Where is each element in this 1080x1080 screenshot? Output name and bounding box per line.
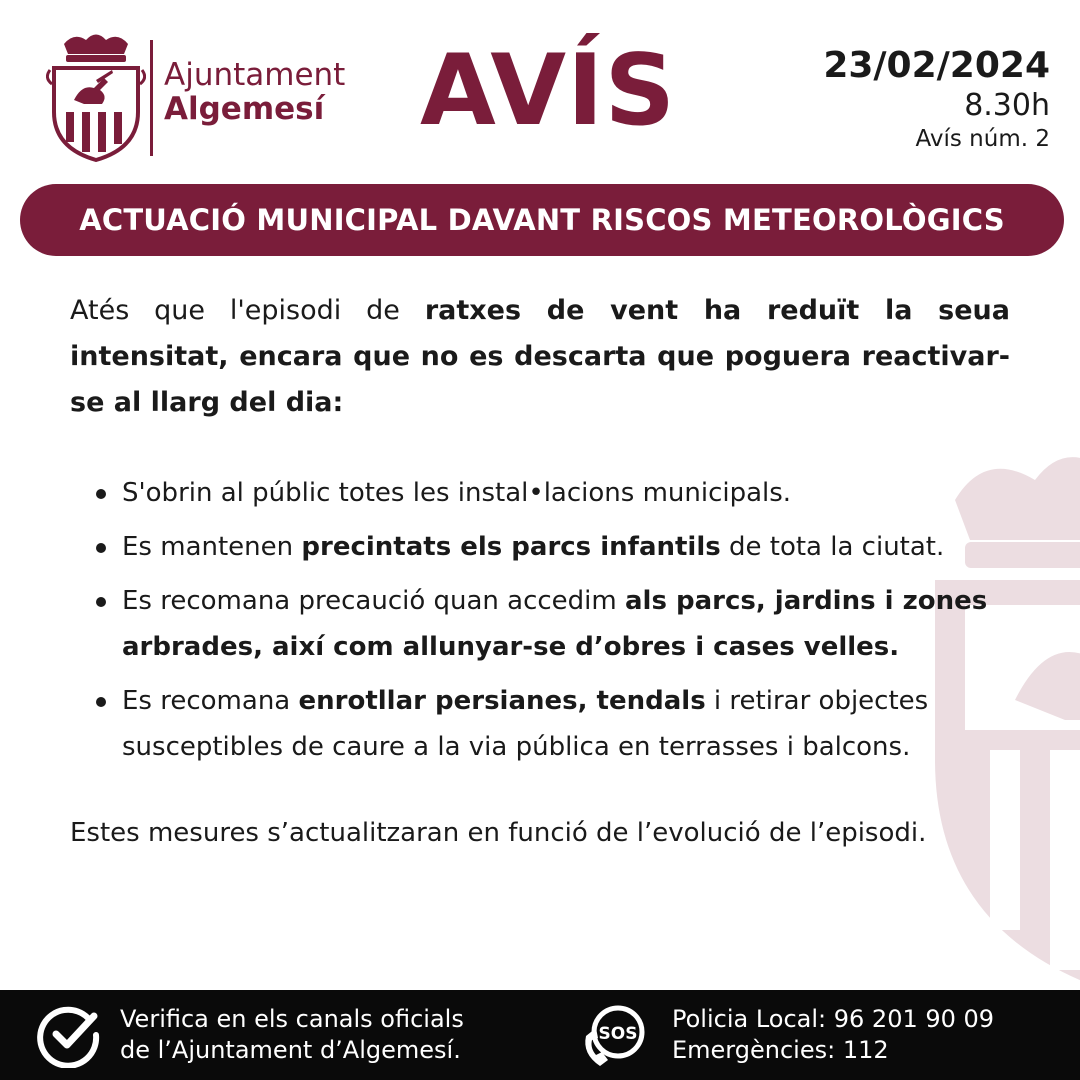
list-item-text: S'obrin al públic totes les instal•lacions municipals. [122, 478, 792, 508]
list-item-text-end: de tota la ciutat. [720, 532, 945, 562]
organization-line-2: Algemesí [164, 91, 325, 127]
sos-phone-icon [578, 998, 654, 1072]
organization-name [164, 58, 345, 126]
list-item-text: Es recomana [122, 686, 299, 716]
logo-divider [150, 40, 153, 156]
page-title: AVÍS [420, 34, 677, 148]
organization-line-1: Ajuntament [164, 57, 346, 93]
list-item [96, 470, 1036, 516]
check-circle-icon [36, 1002, 102, 1068]
list-item-bold-text: enrotllar persianes, tendals [298, 686, 706, 716]
verify-text [120, 1004, 464, 1066]
closing-paragraph: Estes mesures s’actualitzaran en funció de l’evolució de l’episodi. [70, 818, 927, 848]
emergency-contacts [672, 1004, 994, 1066]
list-item [96, 524, 1036, 570]
police-phone: Policia Local: 96 201 90 09 [672, 1005, 995, 1033]
verify-line-2: de l’Ajuntament d’Algemesí. [120, 1036, 461, 1064]
coat-of-arms-icon [46, 30, 146, 162]
list-item [96, 678, 1036, 770]
date-block [823, 44, 1050, 154]
intro-bold-text: ratxes de vent ha reduït la seua intensitat, encara que no es descarta que poguera reactivar-se al llarg del dia: [70, 295, 1011, 418]
list-item-bold-text: als parcs, jardins i zones arbrades, així com allunyar-se d’obres i cases velles. [122, 586, 988, 662]
list-item-text-end: i retirar objectes susceptibles de caure a la via pública en terrasses i balcons. [122, 686, 929, 762]
list-item-bold-text: precintats els parcs infantils [301, 532, 721, 562]
notice-time: 8.30h [964, 88, 1050, 123]
verify-line-1: Verifica en els canals oficials [120, 1005, 464, 1033]
intro-text: Atés que l'episodi de [70, 295, 425, 326]
intro-paragraph [70, 288, 1010, 426]
list-item-text: Es recomana precaució quan accedim [122, 586, 626, 616]
notice-date: 23/02/2024 [823, 45, 1050, 86]
list-item-text: Es mantenen [122, 532, 302, 562]
notice-number: Avís núm. 2 [915, 126, 1050, 152]
section-banner [20, 184, 1064, 256]
sos-label: SOS [598, 1024, 638, 1044]
list-item [96, 578, 1036, 670]
header [0, 0, 1080, 180]
banner-text: ACTUACIÓ MUNICIPAL DAVANT RISCOS METEOROLÒGICS [79, 203, 1005, 237]
footer [0, 990, 1080, 1080]
measures-list [96, 470, 1036, 778]
emergency-phone: Emergències: 112 [672, 1036, 889, 1064]
